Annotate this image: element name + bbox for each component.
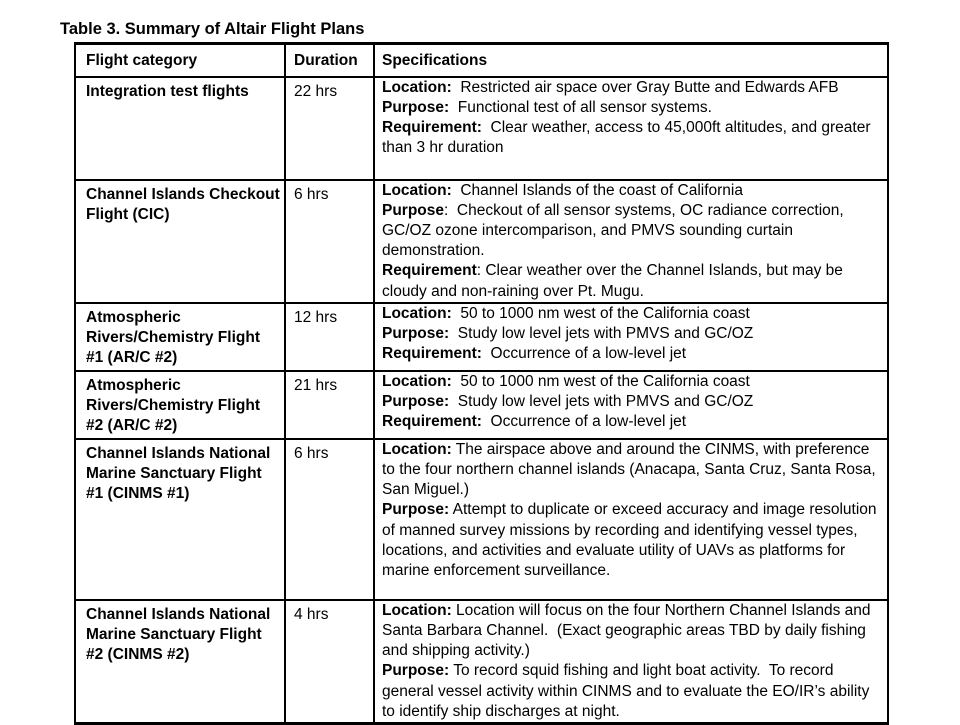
spec-label: Location: <box>382 181 452 199</box>
header-row <box>75 44 888 77</box>
table-row <box>75 439 888 600</box>
duration-cell: 4 hrs <box>285 600 374 724</box>
spec-label: Requirement: <box>382 345 482 363</box>
spec-location <box>382 372 881 392</box>
spec-label: Location: <box>382 372 452 390</box>
spec-purpose <box>382 98 881 118</box>
specifications-cell <box>374 371 888 439</box>
specifications-cell <box>374 600 888 724</box>
spec-text: : Checkout of all sensor systems, OC radiance correction, GC/OZ ozone intercomparison, and PMVS sounding curtain demonstration. <box>382 201 849 260</box>
specifications-cell <box>374 303 888 371</box>
spec-text: 50 to 1000 nm west of the California coast <box>451 304 750 322</box>
spec-text: Occurrence of a low-level jet <box>481 413 687 431</box>
duration-cell: 6 hrs <box>285 439 374 600</box>
specifications-cell <box>374 439 888 600</box>
spec-label: Purpose: <box>382 98 450 116</box>
spec-text: Attempt to duplicate or exceed accuracy and image resolution of manned survey missions by recording and identifying vessel types, locations, and activities and evaluate utility of UAVs as platforms for marine enforcement surveillance. <box>382 501 881 579</box>
spec-label: Purpose: <box>382 662 450 680</box>
column-header-specifications: Specifications <box>374 44 888 77</box>
table-row <box>75 600 888 724</box>
duration-cell: 6 hrs <box>285 180 374 303</box>
flight-plans-table <box>74 42 889 725</box>
spec-label: Location: <box>382 304 452 322</box>
table-caption: Table 3. Summary of Altair Flight Plans <box>60 20 365 38</box>
spec-purpose <box>382 500 881 581</box>
spec-text: To record squid fishing and light boat activity. To record general vessel activity within CINMS and to evaluate the EO/IR’s ability to identify ship discharges at night. <box>382 662 874 720</box>
table-row <box>75 371 888 439</box>
spec-label: Requirement: <box>382 118 482 136</box>
spec-requirement <box>382 118 881 158</box>
spec-text: Clear weather, access to 45,000ft altitudes, and greater than 3 hr duration <box>382 118 875 157</box>
flight-category-cell: Atmospheric Rivers/Chemistry Flight #2 (AR/C #2) <box>75 371 285 439</box>
duration-cell: 22 hrs <box>285 77 374 180</box>
spec-purpose <box>382 392 881 412</box>
spec-location <box>382 181 881 201</box>
specifications-cell <box>374 180 888 303</box>
spec-text: 50 to 1000 nm west of the California coast <box>451 372 750 390</box>
spec-purpose <box>382 661 881 722</box>
spec-label: Purpose <box>382 201 445 219</box>
spec-text: : Clear weather over the Channel Islands, but may be cloudy and non-raining over Pt. Mugu. <box>382 262 848 300</box>
spec-requirement <box>382 261 881 301</box>
spec-purpose <box>382 324 881 344</box>
spec-text: Location will focus on the four Northern Channel Islands and Santa Barbara Channel. (Exact geographic areas TBD by daily fishing and shipping activity.) <box>382 601 875 660</box>
spec-label: Location: <box>382 440 452 458</box>
flight-category-cell: Channel Islands National Marine Sanctuary Flight #2 (CINMS #2) <box>75 600 285 724</box>
spec-label: Requirement <box>382 262 477 280</box>
spec-text: Channel Islands of the coast of California <box>451 181 743 199</box>
table-row <box>75 180 888 303</box>
spec-location <box>382 304 881 324</box>
spec-text: Study low level jets with PMVS and GC/OZ <box>449 392 754 410</box>
flight-category-cell: Integration test flights <box>75 77 285 180</box>
flight-category-cell: Channel Islands National Marine Sanctuary Flight #1 (CINMS #1) <box>75 439 285 600</box>
table-row <box>75 77 888 180</box>
column-header-duration: Duration <box>285 44 374 77</box>
duration-cell: 12 hrs <box>285 303 374 371</box>
spec-label: Purpose: <box>382 392 450 410</box>
duration-cell: 21 hrs <box>285 371 374 439</box>
spec-label: Purpose: <box>382 324 450 342</box>
spec-purpose <box>382 201 881 262</box>
spec-label: Location: <box>382 601 452 619</box>
spec-label: Purpose: <box>382 501 450 519</box>
spec-label: Requirement: <box>382 413 482 431</box>
spec-location <box>382 78 881 98</box>
specifications-cell <box>374 77 888 180</box>
spec-text: Study low level jets with PMVS and GC/OZ <box>449 324 754 342</box>
spec-location <box>382 440 881 501</box>
table-row <box>75 303 888 371</box>
spec-text: The airspace above and around the CINMS, with preference to the four northern channel islands (Anacapa, Santa Cruz, Santa Rosa, San Miguel.) <box>382 440 881 499</box>
flight-category-cell: Channel Islands Checkout Flight (CIC) <box>75 180 285 303</box>
spec-text: Functional test of all sensor systems. <box>449 98 712 116</box>
column-header-category: Flight category <box>75 44 285 77</box>
spec-location <box>382 601 881 662</box>
spec-requirement <box>382 344 881 364</box>
spec-text: Restricted air space over Gray Butte and Edwards AFB <box>451 78 839 96</box>
spec-label: Location: <box>382 78 452 96</box>
spec-text: Occurrence of a low-level jet <box>481 345 687 363</box>
flight-category-cell: Atmospheric Rivers/Chemistry Flight #1 (AR/C #2) <box>75 303 285 371</box>
spec-requirement <box>382 412 881 432</box>
